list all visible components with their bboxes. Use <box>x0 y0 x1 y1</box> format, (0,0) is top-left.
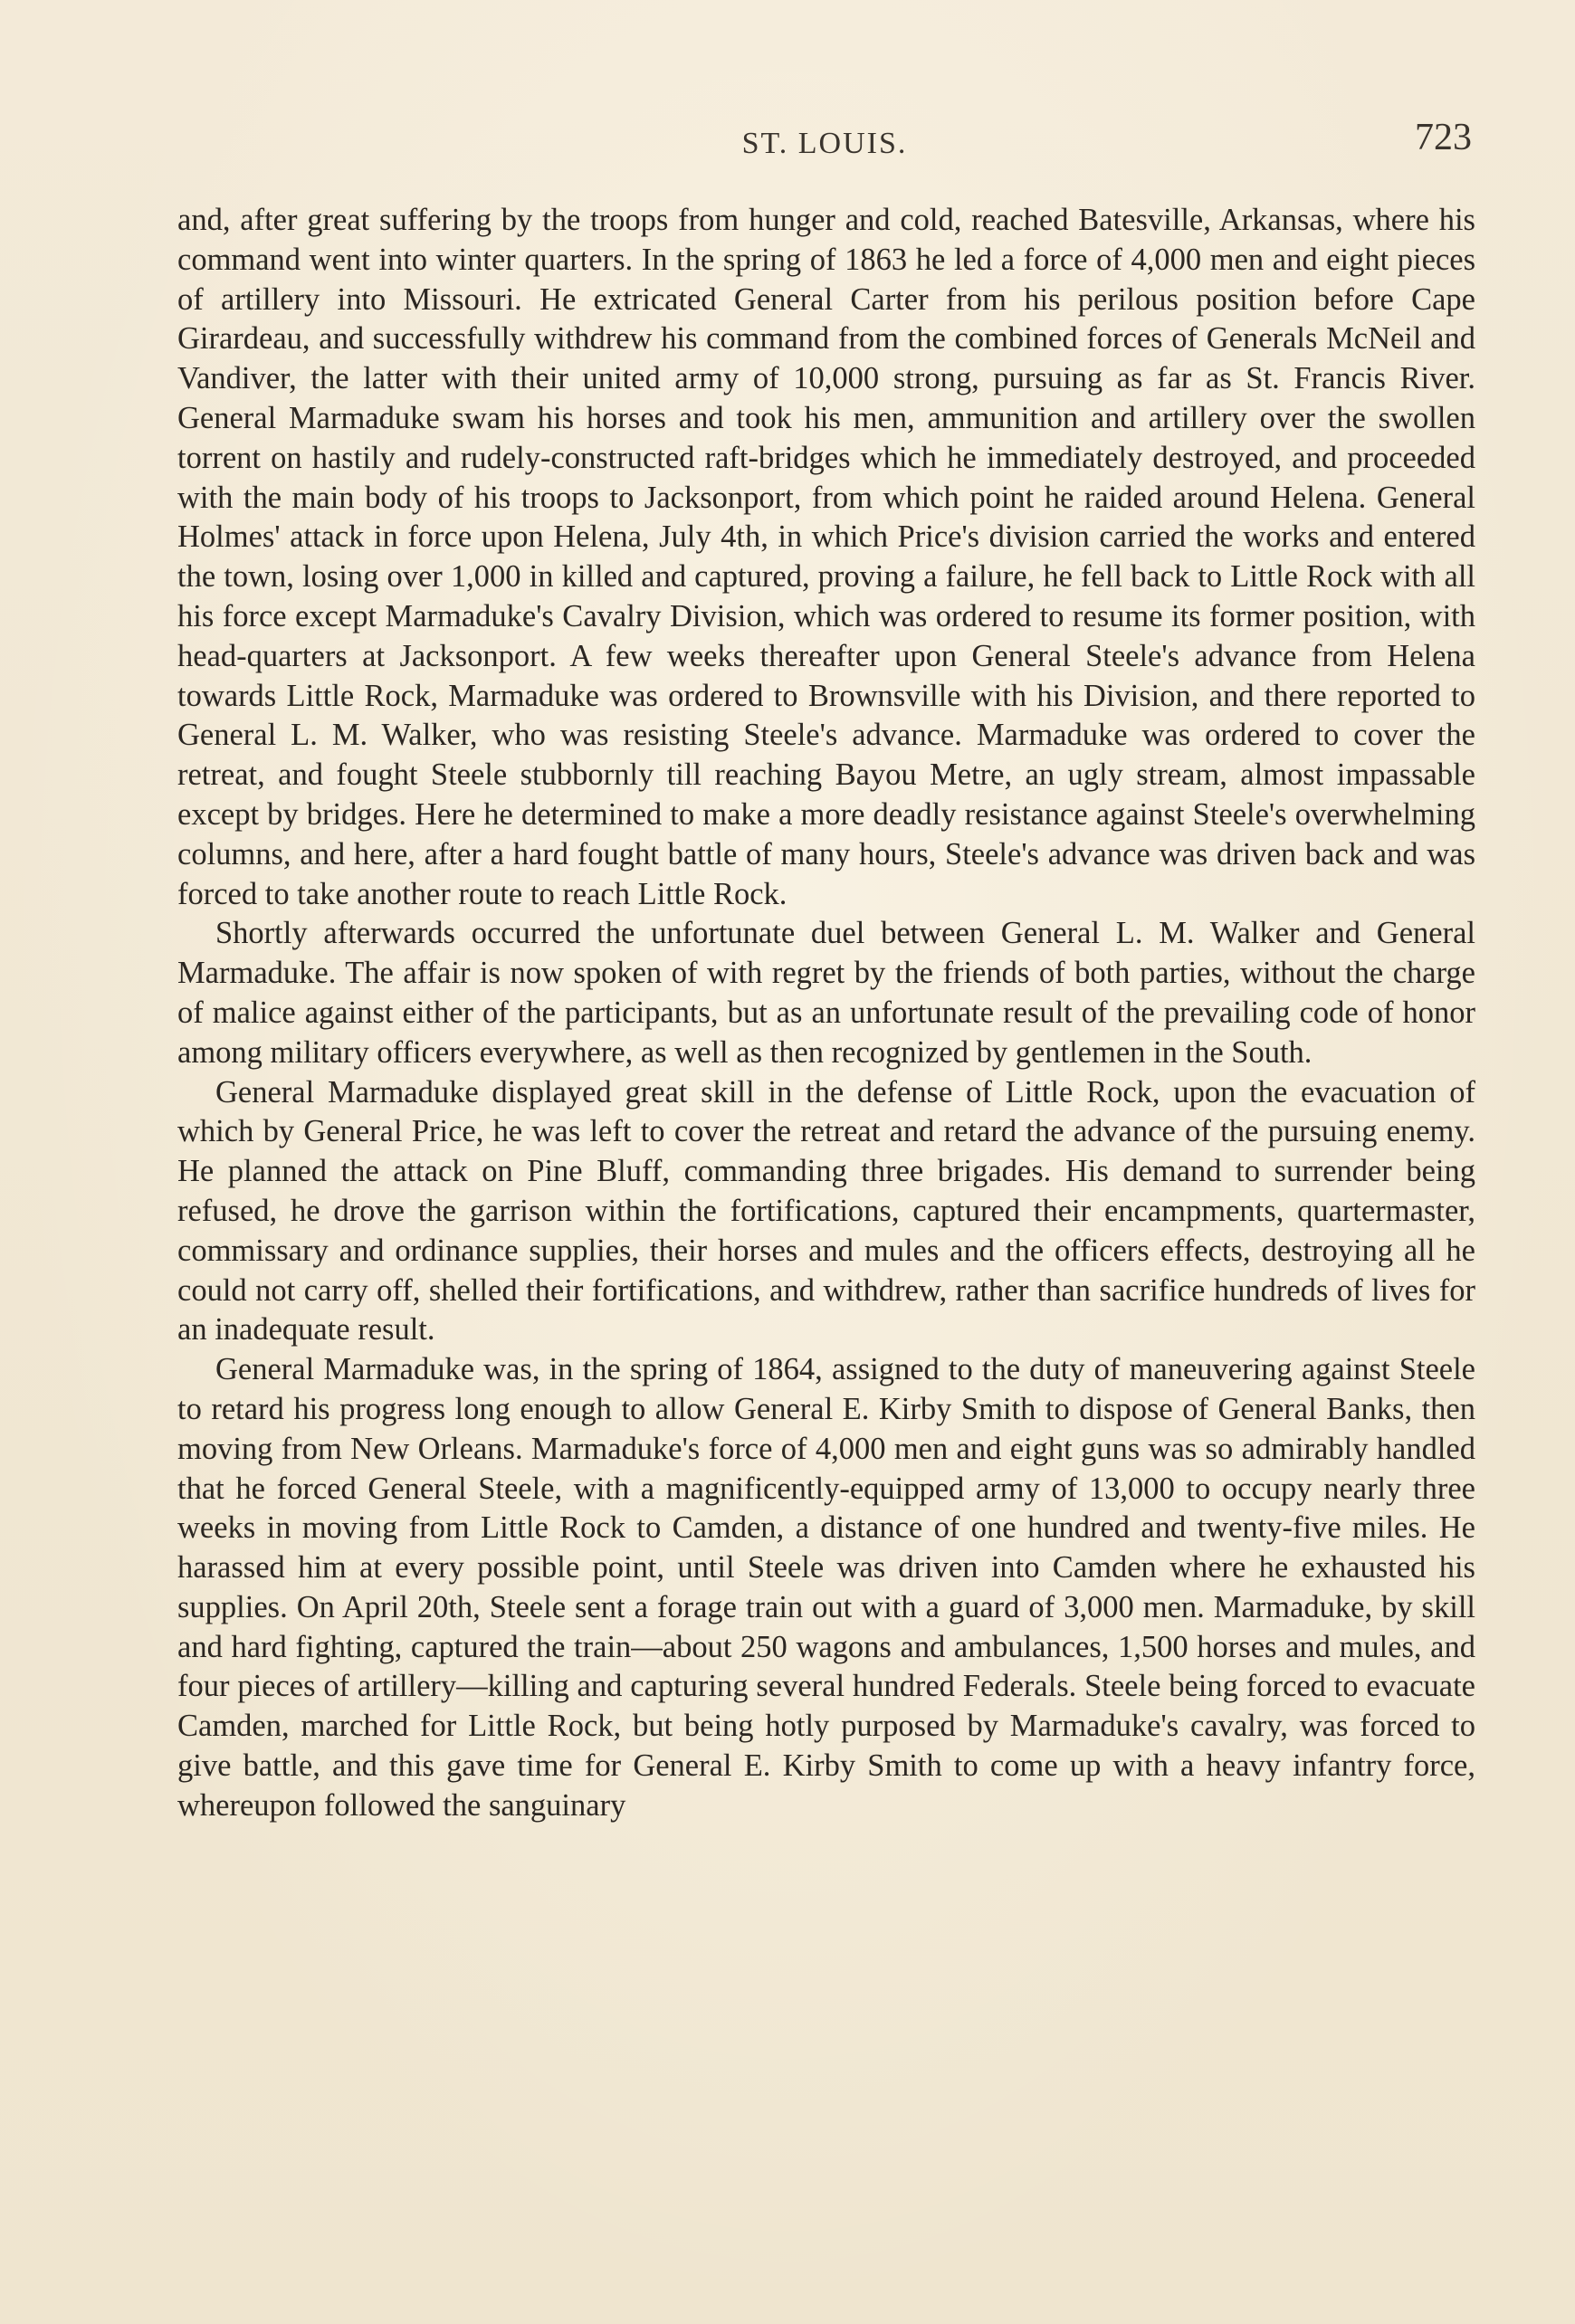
page-number: 723 <box>1415 117 1472 158</box>
body-text <box>177 201 1475 1826</box>
paragraph-4: General Marmaduke was, in the spring of 1864, assigned to the duty of maneuvering against Steele to retard his progress long enough to allow General E. Kirby Smith to dispose of General Banks, then moving from New Orleans. Marmaduke's force of 4,000 men and eight guns was so admirably handled that he forced General Steele, with a magnificently-equipped army of 13,000 to occupy nearly three weeks in moving from Little Rock to Camden, a distance of one hundred and twenty-five miles. He harassed him at every possible point, until Steele was driven into Camden where he exhausted his supplies. On April 20th, Steele sent a forage train out with a guard of 3,000 men. Marmaduke, by skill and hard fighting, captured the train—about 250 wagons and ambulances, 1,500 horses and mules, and four pieces of artillery—killing and capturing several hundred Federals. Steele being forced to evacuate Camden, marched for Little Rock, but being hotly purposed by Marmaduke's cavalry, was forced to give battle, and this gave time for General E. Kirby Smith to come up with a heavy infantry force, whereupon followed the sanguinary <box>177 1352 1475 1823</box>
paragraph-3: General Marmaduke displayed great skill in the defense of Little Rock, upon the evacuation of which by General Price, he was left to cover the retreat and retard the advance of the pursuing enemy. He planned the attack on Pine Bluff, commanding three brigades. His demand to surrender being refused, he drove the garrison within the fortifications, captured their encampments, quartermaster, commissary and ordinance supplies, their horses and mules and the officers effects, destroying all he could not carry off, shelled their fortifications, and withdrew, rather than sacrifice hundreds of lives for an inadequate result. <box>177 1074 1475 1348</box>
page-header <box>177 116 1472 170</box>
running-title: ST. LOUIS. <box>741 127 908 160</box>
paragraph-1: and, after great suffering by the troops from hunger and cold, reached Batesville, Arkansas, where his command went into winter quarters. In the spring of 1863 he led a force of 4,000 men and eight pieces of artillery into Missouri. He extricated General Carter from his perilous position before Cape Girardeau, and successfully withdrew his command from the combined forces of Generals McNeil and Vandiver, the latter with their united army of 10,000 strong, pursuing as far as St. Francis River. General Marmaduke swam his horses and took his men, ammunition and artillery over the swollen torrent on hastily and rudely-constructed raft-bridges which he immediately destroyed, and proceeded with the main body of his troops to Jacksonport, from which point he raided around Helena. General Holmes' attack in force upon Helena, July 4th, in which Price's division carried the works and entered the town, losing over 1,000 in killed and captured, proving a failure, he fell back to Little Rock with all his force except Marmaduke's Cavalry Division, which was ordered to resume its former position, with head-quarters at Jacksonport. A few weeks thereafter upon General Steele's advance from Helena towards Little Rock, Marmaduke was ordered to Brownsville with his Division, and there reported to General L. M. Walker, who was resisting Steele's advance. Marmaduke was ordered to cover the retreat, and fought Steele stubbornly till reaching Bayou Metre, an ugly stream, almost impassable except by bridges. Here he determined to make a more deadly resistance against Steele's overwhelming columns, and here, after a hard fought battle of many hours, Steele's advance was driven back and was forced to take another route to reach Little Rock. <box>177 203 1475 911</box>
paragraph-2: Shortly afterwards occurred the unfortunate duel between General L. M. Walker and General Marmaduke. The affair is now spoken of with regret by the friends of both parties, without the charge of malice against either of the participants, but as an unfortunate result of the prevailing code of honor among military officers everywhere, as well as then recognized by gentlemen in the South. <box>177 916 1475 1070</box>
